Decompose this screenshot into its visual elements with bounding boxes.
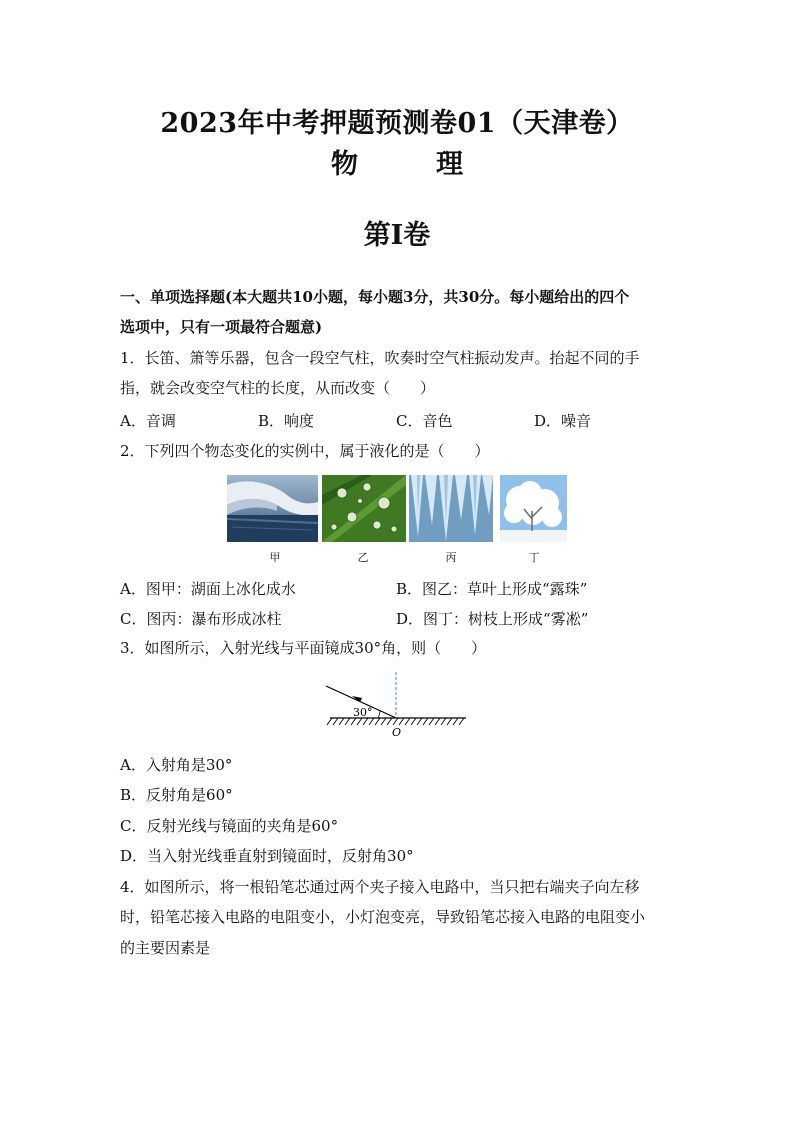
q1-option-a[interactable]: A．音调 xyxy=(120,412,176,430)
angle-arc xyxy=(378,710,380,718)
subject-heading xyxy=(0,142,794,181)
q1-stem-line2: 指，就会改变空气柱的长度，从而改变（ ） xyxy=(120,379,436,397)
q2-option-a[interactable]: A．图甲：湖面上冰化成水 xyxy=(120,580,296,598)
q3-option-a[interactable]: A．入射角是30° xyxy=(120,756,233,774)
caption-yi: 乙 xyxy=(357,551,369,564)
q4-stem-line3: 的主要因素是 xyxy=(120,939,211,957)
section-instruction-line1: 一、单项选择题(本大题共10小题，每小题3分，共30分。每小题给出的四个 xyxy=(120,288,630,306)
q1-stem-line1: 1．长笛、箫等乐器，包含一段空气柱，吹奏时空气柱振动发声。抬起不同的手 xyxy=(120,349,640,367)
q2-option-c[interactable]: C．图丙：瀑布形成冰柱 xyxy=(120,610,282,628)
volume-heading: 第Ⅰ卷 xyxy=(363,220,431,251)
q2-option-d[interactable]: D．图丁：树枝上形成“雾凇” xyxy=(396,610,589,628)
photo-bing-icicles xyxy=(409,475,493,542)
section-instruction-line2: 选项中，只有一项最符合题意) xyxy=(120,318,323,336)
point-o-label: O xyxy=(392,726,402,739)
q3-option-b[interactable]: B．反射角是60° xyxy=(120,786,233,804)
photo-jia-ice-lake xyxy=(227,475,318,542)
photo-ding-rime-trees xyxy=(500,475,567,542)
subject-char-2: 理 xyxy=(436,149,463,180)
q2-option-b[interactable]: B．图乙：草叶上形成“露珠” xyxy=(396,580,588,598)
q1-option-d[interactable]: D．噪音 xyxy=(534,412,592,430)
exam-title: 2023年中考押题预测卷01（天津卷） xyxy=(160,108,634,139)
photo-yi-dew-leaf xyxy=(322,475,406,542)
mirror-hatching xyxy=(327,718,464,725)
q2-stem: 2．下列四个物态变化的实例中，属于液化的是（ ） xyxy=(120,442,490,460)
q4-stem-line2: 时，铅笔芯接入电路的电阻变小，小灯泡变亮，导致铅笔芯接入电路的电阻变小 xyxy=(120,908,646,926)
caption-bing: 丙 xyxy=(445,551,457,564)
subject-char-1: 物 xyxy=(331,149,358,180)
q1-option-c[interactable]: C．音色 xyxy=(396,412,453,430)
angle-label: 30° xyxy=(353,706,373,719)
caption-ding: 丁 xyxy=(528,551,540,564)
q4-stem-line1: 4．如图所示，将一根铅笔芯通过两个夹子接入电路中，当只把右端夹子向左移 xyxy=(120,878,640,896)
q3-option-d[interactable]: D．当入射光线垂直射到镜面时，反射角30° xyxy=(120,847,414,865)
q3-option-c[interactable]: C．反射光线与镜面的夹角是60° xyxy=(120,817,339,835)
mirror-diagram xyxy=(320,668,470,740)
q3-stem: 3．如图所示，入射光线与平面镜成30°角，则（ ） xyxy=(120,639,487,657)
caption-jia: 甲 xyxy=(269,551,281,564)
q1-option-b[interactable]: B．响度 xyxy=(258,412,315,430)
